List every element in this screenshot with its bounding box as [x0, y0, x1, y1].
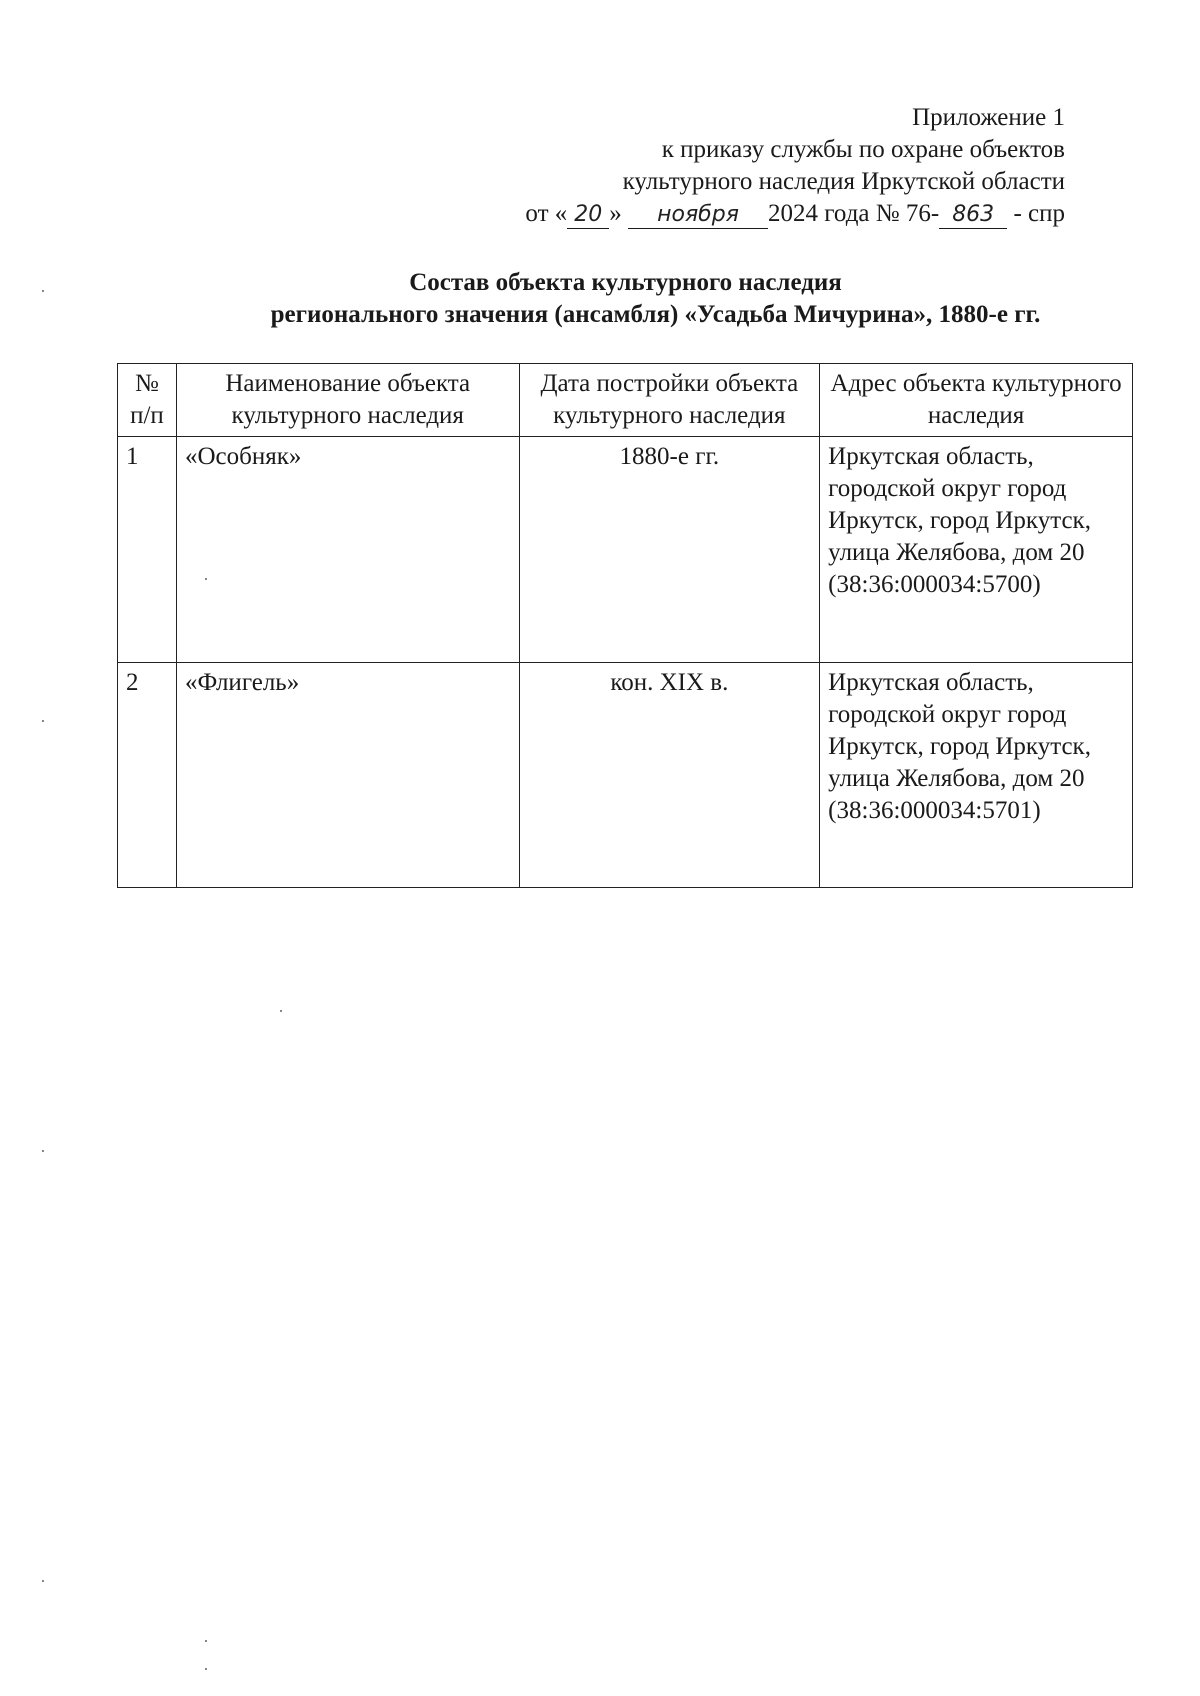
annex-order-ref: к приказу службы по охране объектов: [661, 136, 1065, 163]
date-prefix: от «: [525, 200, 568, 227]
handwritten-day: 20: [567, 202, 609, 229]
scan-speck: [280, 1010, 282, 1012]
scan-speck: [205, 1640, 207, 1642]
header-number: № п/п: [118, 364, 177, 437]
date-mid: »: [609, 200, 622, 227]
table-row: [118, 437, 1133, 663]
scan-speck: [42, 1150, 44, 1152]
table-row: [118, 663, 1133, 888]
scan-speck: [42, 1580, 44, 1582]
scan-speck: [205, 578, 207, 580]
cell-date: 1880-е гг.: [519, 437, 820, 663]
annex-header: [525, 102, 1065, 230]
scan-speck: [42, 720, 44, 722]
scan-speck: [42, 290, 44, 292]
annex-date-line: [525, 198, 1065, 230]
handwritten-month: ноября: [628, 202, 768, 229]
order-suffix: - спр: [1013, 200, 1065, 227]
cell-name: «Особняк»: [176, 437, 519, 663]
cell-number: 1: [118, 437, 177, 663]
cell-address: Иркутская область, городской округ город Иркутск, город Иркутск, улица Желябова, дом 20 (38:36:000034:5700): [820, 437, 1133, 663]
cell-name: «Флигель»: [176, 663, 519, 888]
title-line-2: регионального значения (ансамбля) «Усадьба Мичурина», 1880-е гг.: [270, 301, 1041, 328]
annex-authority: культурного наследия Иркутской области: [622, 168, 1065, 195]
header-name: Наименование объекта культурного наследия: [176, 364, 519, 437]
document-title: [118, 267, 1133, 331]
annex-title: Приложение 1: [912, 104, 1065, 131]
header-address: Адрес объекта культурного наследия: [820, 364, 1133, 437]
scan-speck: [205, 1668, 207, 1670]
cell-number: 2: [118, 663, 177, 888]
header-date: Дата постройки объекта культурного наследия: [519, 364, 820, 437]
cell-address: Иркутская область, городской округ город Иркутск, город Иркутск, улица Желябова, дом 20 (38:36:000034:5701): [820, 663, 1133, 888]
title-line-1: Состав объекта культурного наследия: [409, 269, 842, 296]
handwritten-order-number: 863: [939, 202, 1007, 229]
heritage-table: [117, 363, 1133, 888]
date-year: 2024 года № 76-: [768, 200, 940, 227]
cell-date: кон. XIX в.: [519, 663, 820, 888]
table-header-row: [118, 364, 1133, 437]
